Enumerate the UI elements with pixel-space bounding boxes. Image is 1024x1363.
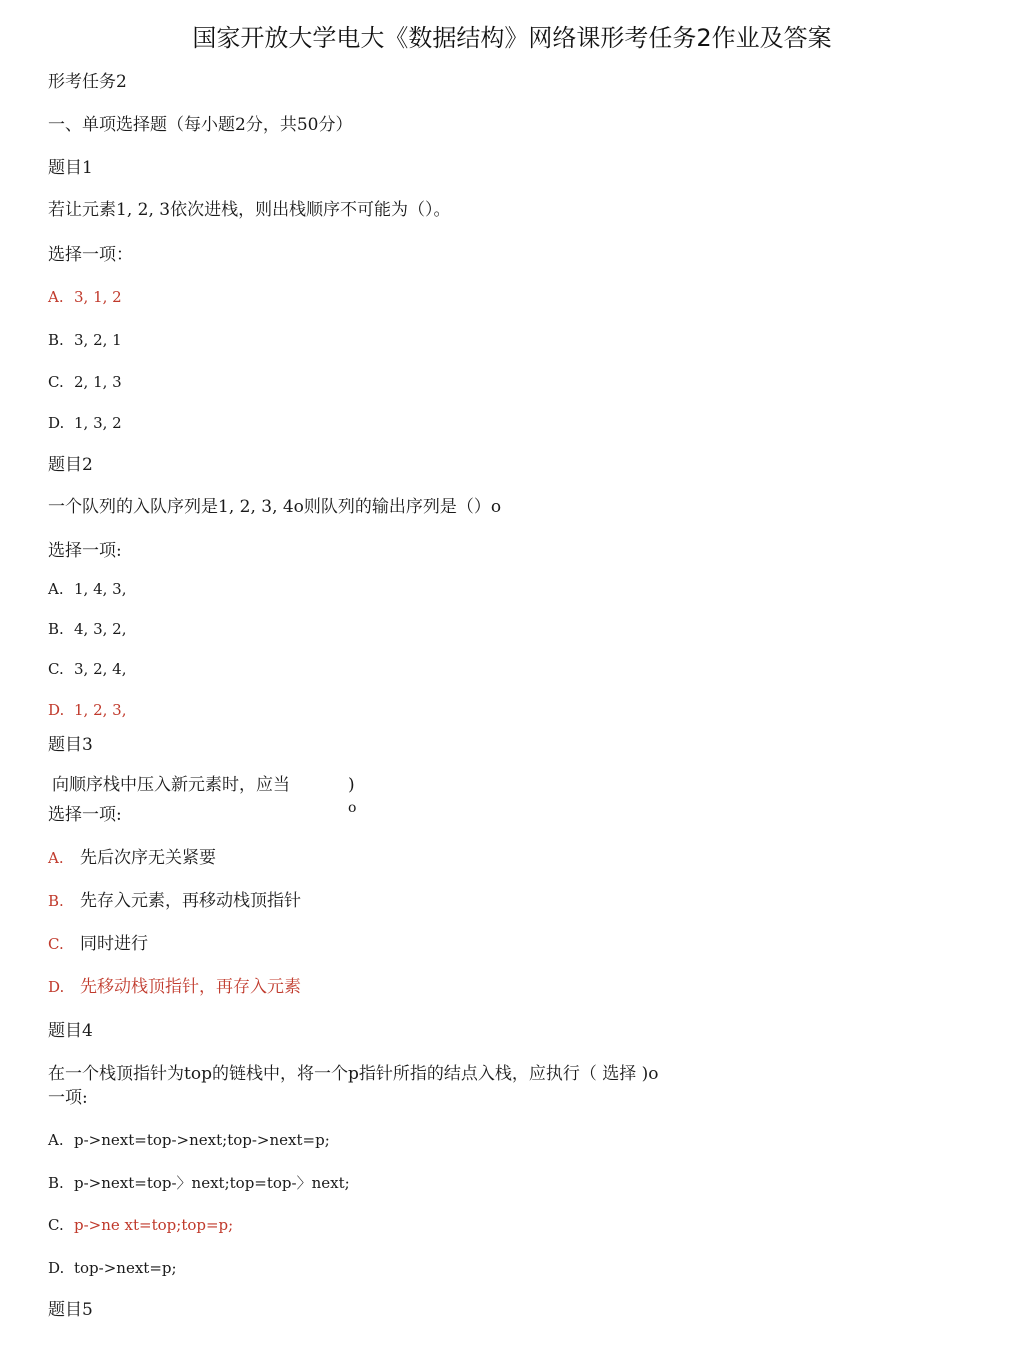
option-text: 4, 3, 2, [74,620,127,638]
option-letter: C. [48,935,64,953]
option-text: 3, 1, 2 [74,288,122,306]
option-text: 同时进行 [80,934,148,954]
option-letter: B. [48,620,64,638]
option-letter: C. [48,373,64,391]
question-3-text: 向顺序栈中压入新元素时，应当 [52,775,290,795]
question-3-option-b[interactable] [48,891,301,911]
question-3-label: 题目3 [48,735,93,755]
option-letter: C. [48,660,64,678]
option-text: 3, 2, 4, [74,660,127,678]
question-1-option-d[interactable] [48,414,122,432]
question-5-label: 题目5 [48,1300,93,1320]
option-letter: A. [48,849,64,867]
question-3-text-tail: ) [348,775,355,795]
question-1-label: 题目1 [48,158,93,178]
question-2-label: 题目2 [48,455,93,475]
option-letter: A. [48,1131,64,1149]
option-letter: B. [48,1174,64,1192]
part-heading: 一、单项选择题（每小题2分，共50分） [48,115,353,135]
document-title: 国家开放大学电大《数据结构》网络课形考任务2作业及答案 [192,24,832,52]
option-letter: D. [48,1259,65,1277]
option-text: 3, 2, 1 [74,331,122,349]
option-text: 1, 2, 3, [74,701,127,719]
option-letter: D. [48,701,65,719]
question-2-option-a[interactable] [48,580,126,598]
option-letter: B. [48,892,64,910]
option-text: 先移动栈顶指针，再存入元素 [80,977,301,997]
question-2-option-c[interactable] [48,660,126,678]
question-4-option-b[interactable] [48,1174,350,1192]
question-1-choose-one: 选择一项： [48,245,133,265]
option-letter: A. [48,580,64,598]
section-label: 形考任务2 [48,72,127,92]
question-4-option-a[interactable] [48,1131,330,1149]
question-3-option-d[interactable] [48,977,301,997]
option-text: 1, 4, 3, [74,580,127,598]
question-4-text-cont: 一项: [48,1088,88,1108]
question-1-text: 若让元素1, 2, 3依次进栈，则出栈顺序不可能为（）。 [48,200,451,220]
question-4-option-c[interactable] [48,1216,233,1234]
question-3-text-tail-2: o [348,800,357,816]
question-2-text: 一个队列的入队序列是1, 2, 3, 4o则队列的输出序列是（）o [48,497,502,517]
question-4-option-d[interactable] [48,1259,177,1277]
question-3-choose-one: 选择一项: [48,805,122,825]
option-text: p->next=top-〉next;top=top-〉next; [74,1174,350,1192]
option-text: p->ne xt=top;top=p; [74,1216,234,1234]
option-text: 先存入元素，再移动栈顶指针 [80,891,301,911]
option-letter: C. [48,1216,64,1234]
question-2-option-d[interactable] [48,701,126,719]
question-1-option-c[interactable] [48,373,122,391]
option-text: 1, 3, 2 [74,414,122,432]
question-4-text: 在一个栈顶指针为top的链栈中，将一个p指针所指的结点入栈，应执行（ 选择 )o [48,1064,659,1084]
question-2-choose-one: 选择一项: [48,541,122,561]
option-letter: D. [48,978,65,996]
option-text: top->next=p; [74,1259,177,1277]
question-3-option-c[interactable] [48,934,148,954]
question-1-option-b[interactable] [48,331,122,349]
option-letter: D. [48,414,65,432]
question-2-option-b[interactable] [48,620,126,638]
option-text: 2, 1, 3 [74,373,122,391]
question-4-label: 题目4 [48,1021,93,1041]
option-text: 先后次序无关紧要 [80,848,216,868]
option-text: p->next=top->next;top->next=p; [74,1131,330,1149]
question-1-option-a[interactable] [48,288,122,306]
option-letter: A. [48,288,64,306]
question-3-option-a[interactable] [48,848,216,868]
option-letter: B. [48,331,64,349]
